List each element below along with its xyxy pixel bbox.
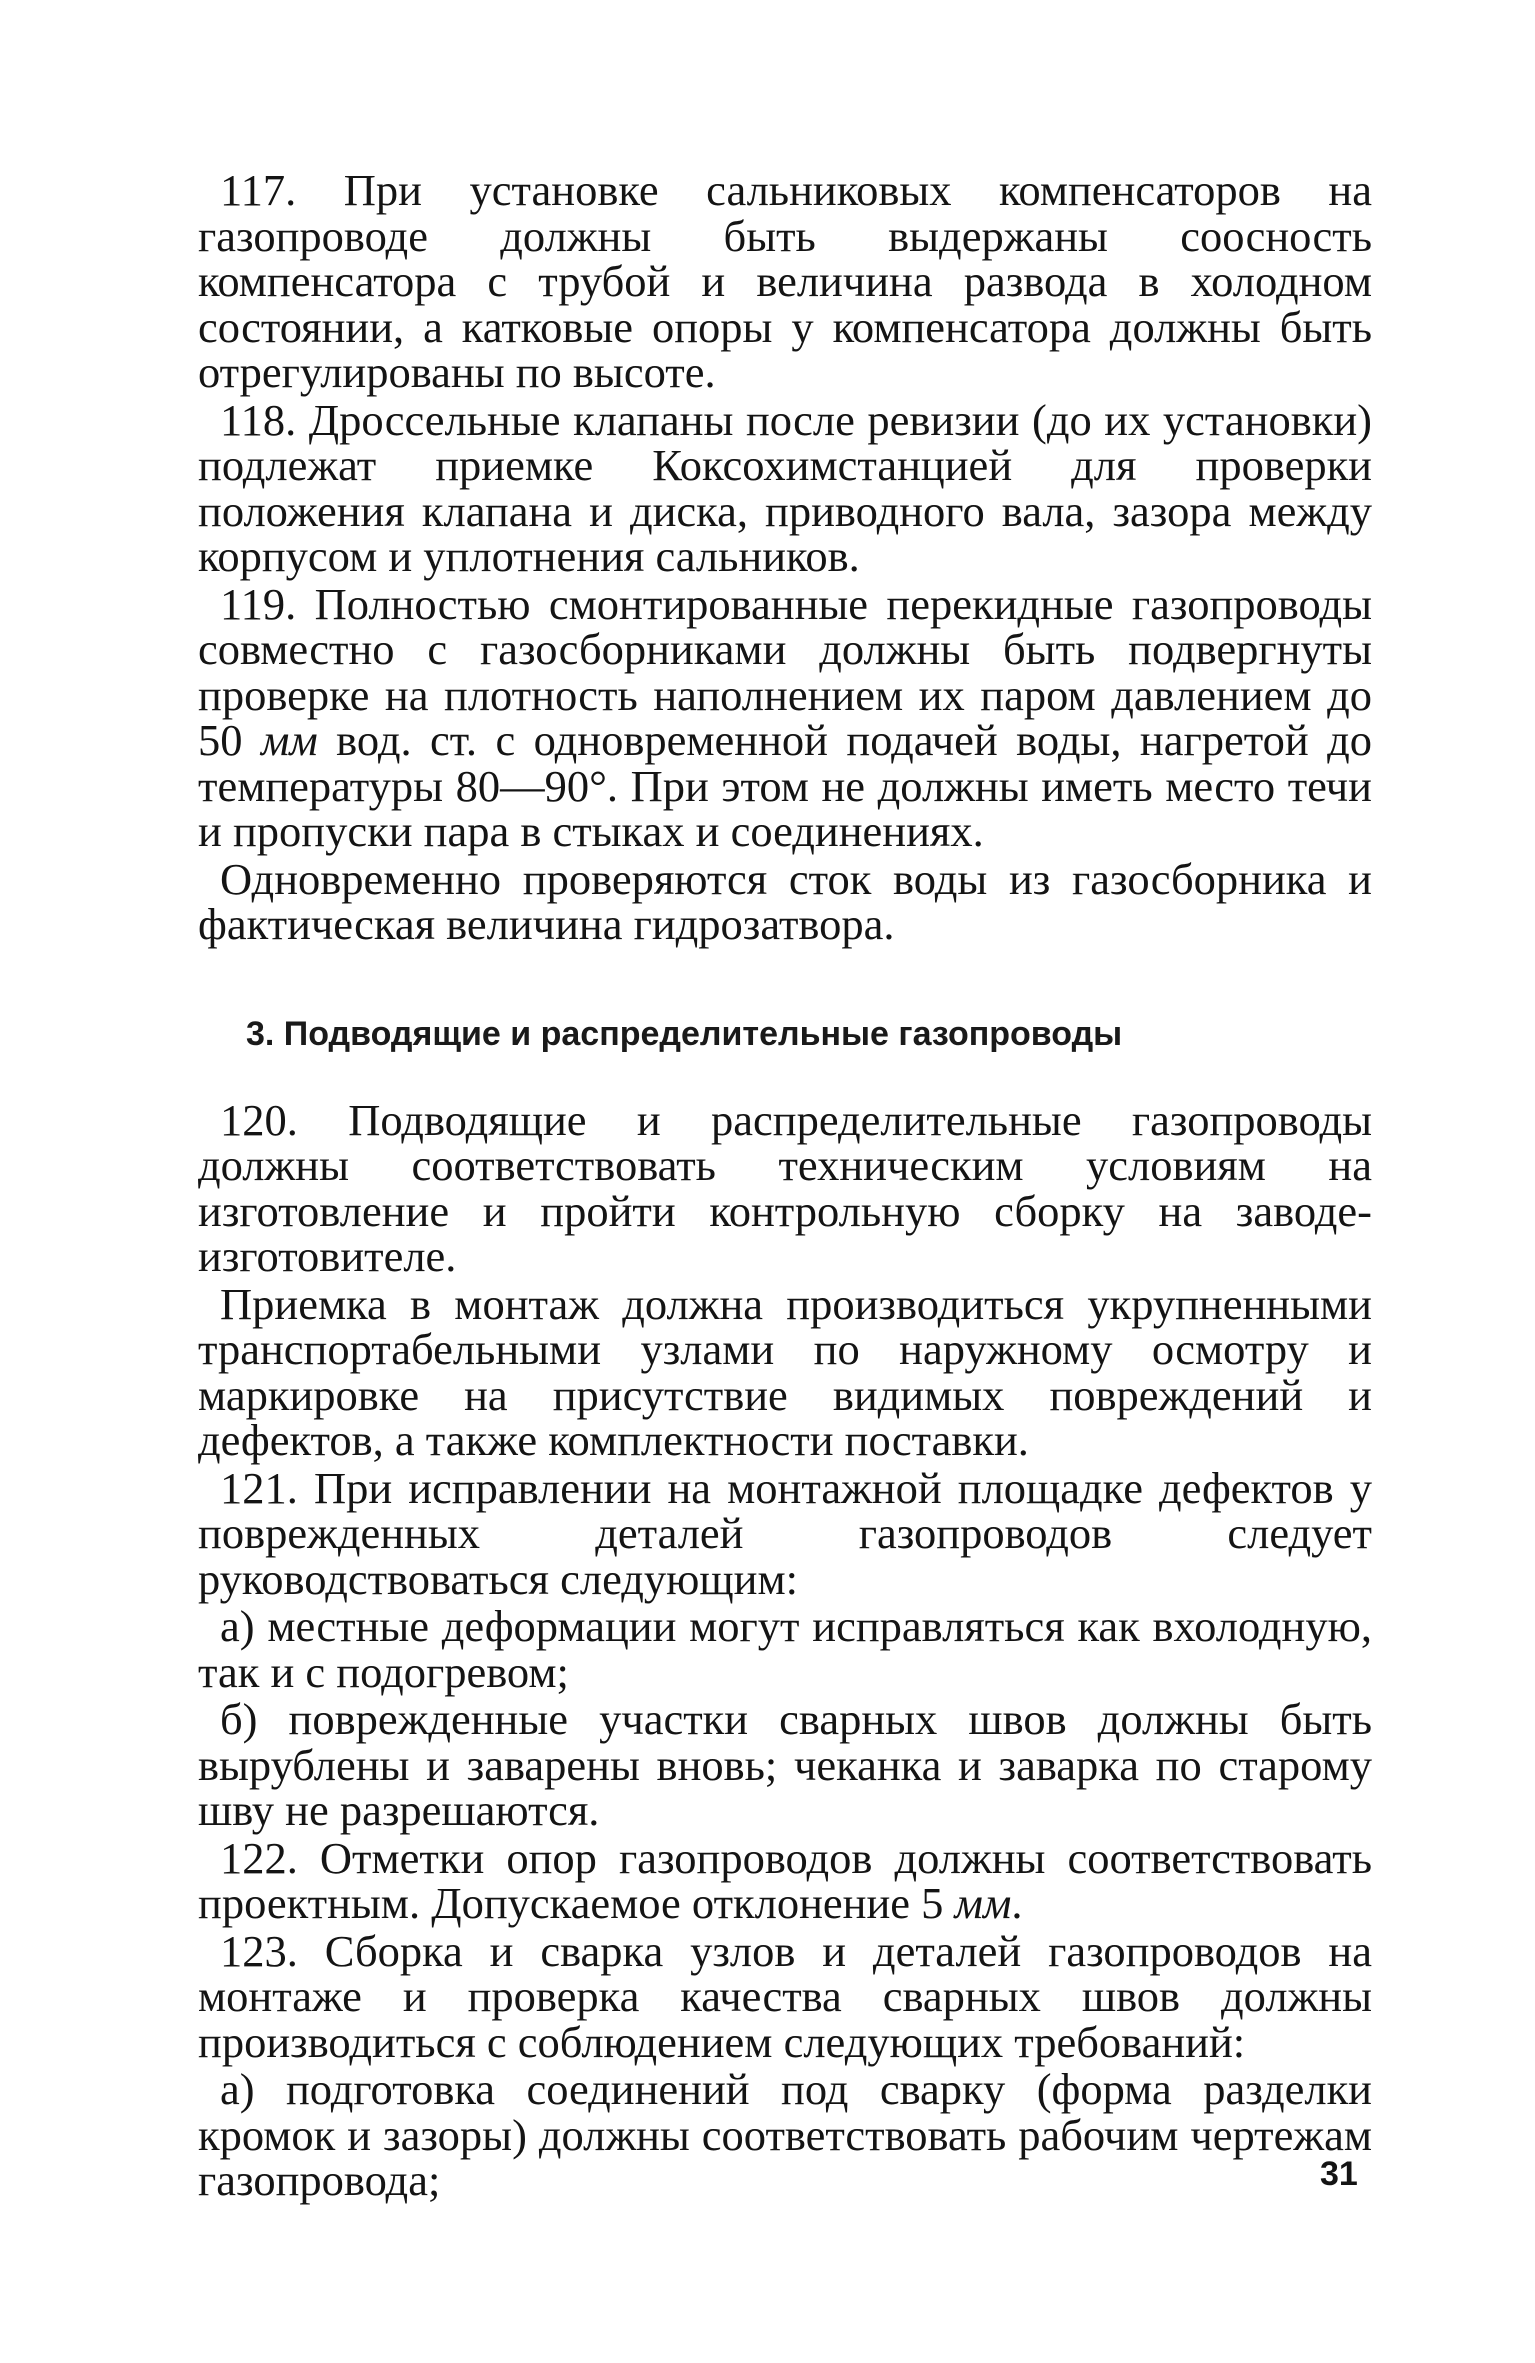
paragraph-122-text-start: 122. Отметки опор газопроводов должны соответствовать проектным. Допускаемое отклонение 5 <box>198 1832 1372 1928</box>
paragraph-120-continuation: Приемка в монтаж должна производиться укрупненными транспортабельными узлами по наружному осмотру и маркировке на присутствие видимых повреждений и дефектов, а также комплектности поставки. <box>198 1278 1372 1465</box>
paragraph-122-text-end: . <box>1011 1878 1023 1928</box>
paragraph-121-item-b: б) поврежденные участки сварных швов должны быть вырублены и заварены вновь; чеканка и заварка по старому шву не разрешаются. <box>198 1694 1372 1835</box>
unit-mm: мм <box>260 715 318 765</box>
paragraph-122 <box>198 1832 1372 1928</box>
paragraph-119-continuation: Одновременно проверяются сток воды из газосборника и фактическая величина гидрозатвора. <box>198 853 1372 949</box>
paragraph-119 <box>198 578 1372 856</box>
paragraph-118: 118. Дроссельные клапаны после ревизии (до их установки) подлежат приемке Коксохимстанцией для проверки положения клапана и диска, приводного вала, зазора между корпусом и уплотнения сальников. <box>198 394 1372 581</box>
unit-mm: мм <box>954 1878 1012 1928</box>
paragraph-123-item-a: а) подготовка соединений под сварку (форма разделки кромок и зазоры) должны соответствовать рабочим чертежам газопровода; <box>198 2064 1372 2205</box>
text-column <box>198 165 1372 2205</box>
section-heading: 3. Подводящие и распределительные газопроводы <box>246 1014 1123 1053</box>
paragraph-120: 120. Подводящие и распределительные газопроводы должны соответствовать техническим условиям на изготовление и пройти контрольную сборку на заводе-изготовителе. <box>198 1094 1372 1281</box>
paragraph-119-text-start: 119. Полностью смонтированные перекидные газопроводы совместно с газосборниками должны быть подвергнуты проверке на плотность наполнением их паром давлением до 50 <box>198 578 1372 765</box>
paragraph-117: 117. При установке сальниковых компенсаторов на газопроводе должны быть выдержаны соосность компенсатора с трубой и величина развода в холодном состоянии, а катковые опоры у компенсатора должны быть отрегулированы по высоте. <box>198 165 1372 397</box>
paragraph-121: 121. При исправлении на монтажной площадке дефектов у поврежденных деталей газопроводов следует руководствоваться следующим: <box>198 1462 1372 1604</box>
page-number: 31 <box>1320 2155 1358 2193</box>
paragraph-123: 123. Сборка и сварка узлов и деталей газопроводов на монтаже и проверка качества сварных швов должны производиться с соблюдением следующих требований: <box>198 1925 1372 2067</box>
paragraph-119-text-end: вод. ст. с одновременной подачей воды, нагретой до температуры 80—90°. При этом не должны иметь место течи и пропуски пара в стыках и соединениях. <box>198 715 1372 856</box>
paragraph-121-item-a: а) местные деформации могут исправляться как вхолодную, так и с подогревом; <box>198 1601 1372 1697</box>
